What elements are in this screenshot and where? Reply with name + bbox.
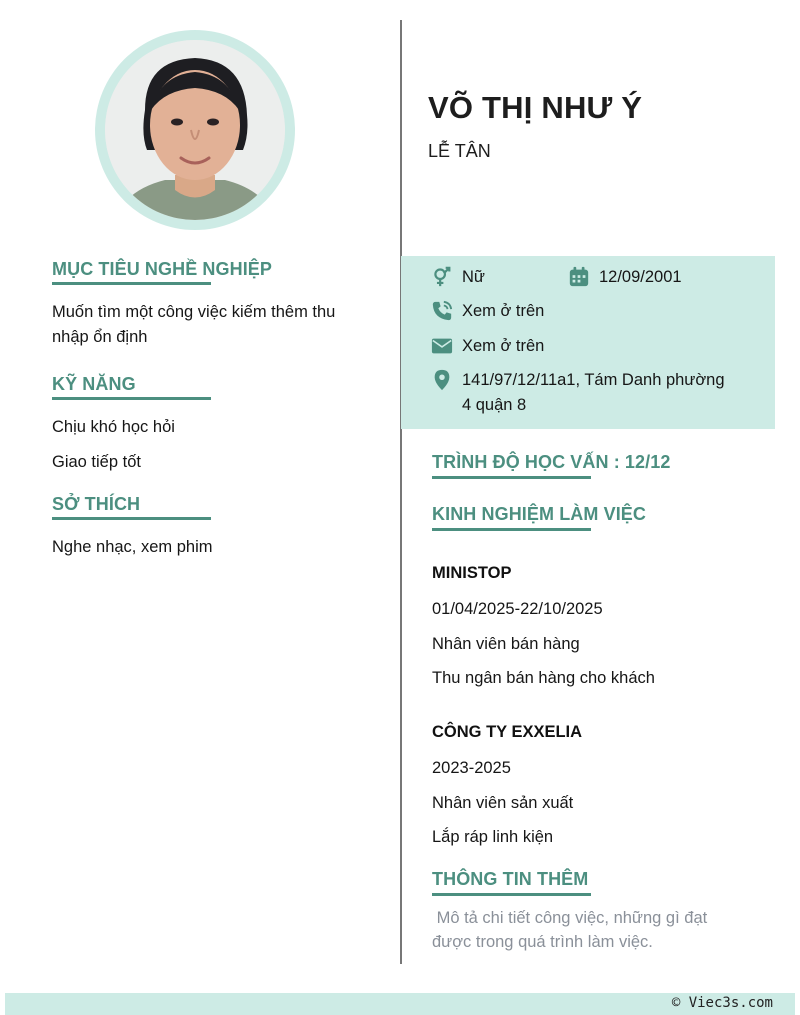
phone-value: Xem ở trên: [462, 302, 545, 320]
education-title-underline: [432, 476, 591, 479]
candidate-position: LỄ TÂN: [428, 141, 491, 161]
objective-text-line1: Muốn tìm một công việc kiếm thêm thu: [52, 303, 336, 321]
job-role: Nhân viên sản xuất: [432, 794, 574, 812]
objective-text-line2: nhập ổn định: [52, 328, 148, 346]
email-value: Xem ở trên: [462, 337, 545, 355]
job-period: 01/04/2025-22/10/2025: [432, 600, 603, 618]
objective-title-underline: [52, 282, 211, 285]
hobbies-title: SỞ THÍCH: [52, 494, 141, 514]
education-title: TRÌNH ĐỘ HỌC VẤN : 12/12: [432, 452, 671, 472]
job-period: 2023-2025: [432, 759, 511, 777]
job-role: Nhân viên bán hàng: [432, 635, 580, 653]
extra-info-title-underline: [432, 893, 591, 896]
job-company: CÔNG TY EXXELIA: [432, 723, 583, 741]
contact-panel: [401, 256, 775, 429]
skills-title: KỸ NĂNG: [52, 374, 136, 394]
job-description: Thu ngân bán hàng cho khách: [432, 669, 655, 687]
hobbies-title-underline: [52, 517, 211, 520]
job-company: MINISTOP: [432, 564, 512, 582]
extra-info-line2: được trong quá trình làm việc.: [432, 933, 653, 951]
address-line2: 4 quận 8: [462, 396, 527, 414]
address-line1: 141/97/12/11a1, Tám Danh phường: [462, 371, 725, 389]
birthdate-value: 12/09/2001: [599, 268, 682, 286]
hobbies-text: Nghe nhạc, xem phim: [52, 538, 213, 556]
footer-bar: [5, 993, 795, 1015]
column-divider: [400, 20, 402, 964]
skill-item: Giao tiếp tốt: [52, 453, 141, 471]
phone-icon: [431, 300, 453, 322]
footer-watermark: © Viec3s.com: [671, 995, 773, 1011]
avatar-ring: [95, 30, 295, 230]
mail-icon: [431, 335, 453, 357]
extra-info-line1: Mô tả chi tiết công việc, những gì đạt: [432, 909, 708, 927]
gender-icon: [431, 266, 453, 288]
objective-title: MỤC TIÊU NGHỀ NGHIỆP: [52, 259, 273, 279]
job-description: Lắp ráp linh kiện: [432, 828, 554, 846]
candidate-name: VÕ THỊ NHƯ Ý: [428, 90, 643, 125]
skills-title-underline: [52, 397, 211, 400]
experience-title-underline: [432, 528, 591, 531]
gender-value: Nữ: [462, 268, 485, 286]
location-pin-icon: [431, 369, 453, 391]
calendar-icon: [568, 266, 590, 288]
avatar: [105, 40, 285, 220]
experience-title: KINH NGHIỆM LÀM VIỆC: [432, 504, 647, 524]
extra-info-title: THÔNG TIN THÊM: [432, 869, 589, 889]
skill-item: Chịu khó học hỏi: [52, 418, 175, 436]
